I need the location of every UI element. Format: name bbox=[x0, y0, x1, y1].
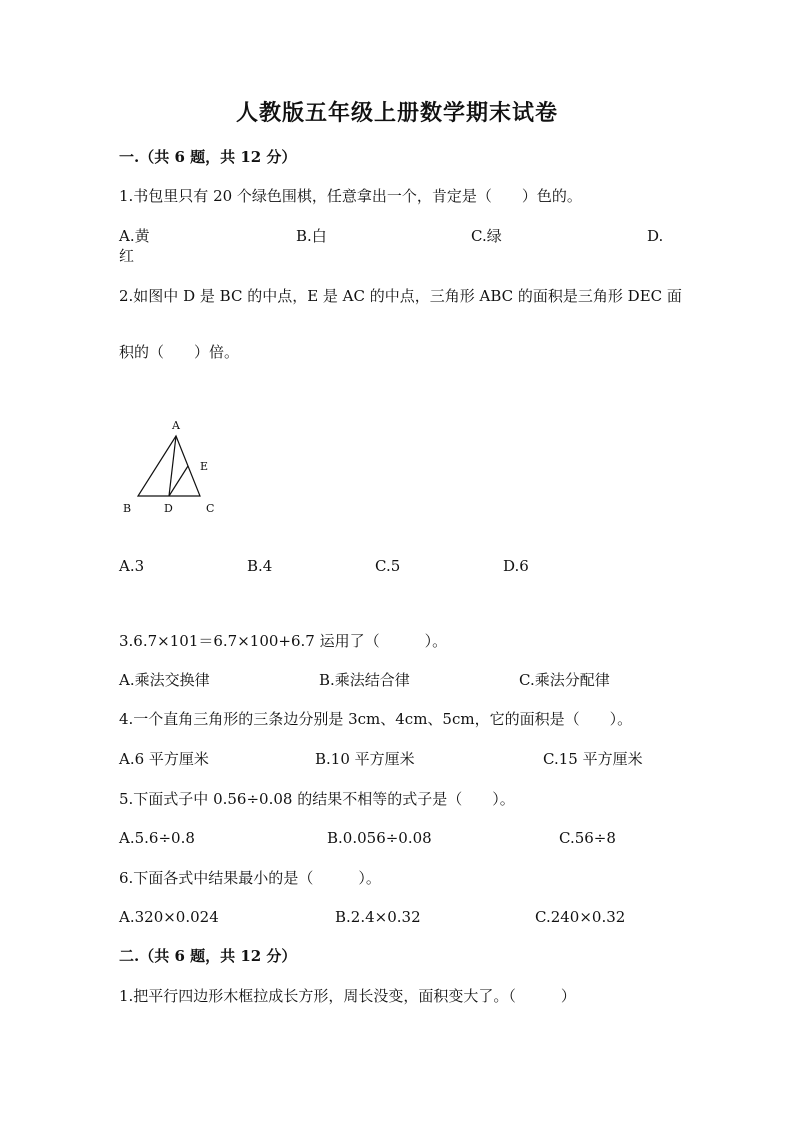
label-d: D bbox=[164, 502, 173, 515]
question-5-option-a: A.5.6÷0.8 bbox=[119, 829, 195, 847]
section-2-question-1-stem: 1.把平行四边形木框拉成长方形，周长没变，面积变大了。（ ） bbox=[119, 987, 576, 1005]
question-1-option-c: C.绿 bbox=[471, 227, 502, 245]
question-4-option-a: A.6 平方厘米 bbox=[119, 750, 209, 768]
page-title: 人教版五年级上册数学期末试卷 bbox=[235, 100, 558, 126]
question-5-option-b: B.0.056÷0.08 bbox=[327, 829, 432, 847]
question-1-option-d-text: 红 bbox=[119, 247, 135, 265]
section-1-header: 一.（共 6 题，共 12 分） bbox=[119, 148, 297, 166]
question-2-option-a: A.3 bbox=[119, 557, 145, 575]
question-3-option-a: A.乘法交换律 bbox=[119, 671, 210, 689]
question-1-option-a: A.黄 bbox=[119, 227, 150, 245]
question-4-option-b: B.10 平方厘米 bbox=[315, 750, 415, 768]
label-a: A bbox=[172, 419, 180, 432]
question-3-option-b: B.乘法结合律 bbox=[319, 671, 410, 689]
question-3-stem: 3.6.7×101＝6.7×100+6.7 运用了（ ）。 bbox=[119, 632, 448, 650]
question-6-option-b: B.2.4×0.32 bbox=[335, 908, 421, 926]
question-4-option-c: C.15 平方厘米 bbox=[543, 750, 643, 768]
triangle-figure bbox=[112, 412, 232, 522]
question-6-option-a: A.320×0.024 bbox=[119, 908, 219, 926]
question-6-option-c: C.240×0.32 bbox=[535, 908, 626, 926]
question-2-option-c: C.5 bbox=[375, 557, 401, 575]
question-2-stem-line-2: 积的（ ）倍。 bbox=[119, 343, 240, 361]
question-1-option-d-prefix: D. bbox=[647, 227, 664, 245]
question-1-option-b: B.白 bbox=[296, 227, 327, 245]
question-2-stem-line-1: 2.如图中 D 是 BC 的中点，E 是 AC 的中点，三角形 ABC 的面积是三角形 DEC 面 bbox=[119, 287, 682, 305]
label-c: C bbox=[206, 502, 215, 515]
triangle-abc bbox=[138, 436, 200, 496]
question-1-stem: 1.书包里只有 20 个绿色围棋，任意拿出一个，肯定是（ ）色的。 bbox=[119, 187, 582, 205]
label-e: E bbox=[200, 460, 209, 473]
question-5-stem: 5.下面式子中 0.56÷0.08 的结果不相等的式子是（ ）。 bbox=[119, 790, 515, 808]
section-2-header: 二.（共 6 题，共 12 分） bbox=[119, 947, 297, 965]
question-4-stem: 4.一个直角三角形的三条边分别是 3cm、4cm、5cm，它的面积是（ ）。 bbox=[119, 710, 633, 728]
question-3-option-c: C.乘法分配律 bbox=[519, 671, 610, 689]
question-6-stem: 6.下面各式中结果最小的是（ ）。 bbox=[119, 869, 381, 887]
question-2-option-d: D.6 bbox=[503, 557, 529, 575]
label-b: B bbox=[123, 502, 132, 515]
question-5-option-c: C.56÷8 bbox=[559, 829, 616, 847]
question-2-option-b: B.4 bbox=[247, 557, 273, 575]
